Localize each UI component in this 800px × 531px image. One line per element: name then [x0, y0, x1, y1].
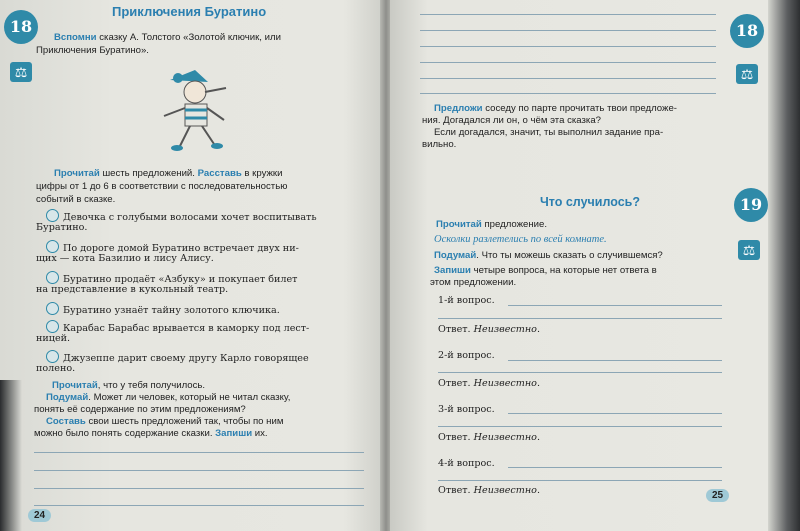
task-line2: цифры от 1 до 6 в соответствии с последовательностью — [36, 181, 288, 192]
answer-1: Ответ. Неизвестно. — [438, 324, 541, 335]
answer-line[interactable] — [508, 360, 722, 361]
answer-line[interactable] — [438, 318, 722, 319]
sentence-3: Буратино продаёт «Азбуку» и покупает билет — [46, 271, 297, 287]
bottom-line1: Прочитай, что у тебя получилось. — [52, 380, 206, 391]
answer-3: Ответ. Неизвестно. — [438, 432, 541, 443]
order-circle[interactable] — [46, 271, 59, 284]
sentence-4: Буратино узнаёт тайну золотого ключика. — [46, 302, 280, 318]
sentence-2: По дороге домой Буратино встречает двух ни- — [46, 240, 299, 256]
sentence-3-cont: на представление в кукольный театр. — [36, 284, 229, 295]
section-title: Что случилось? — [540, 195, 640, 209]
bottom-line4: Составь свои шесть предложений так, чтобы по ним — [46, 416, 284, 427]
question-4-label: 4-й вопрос. — [438, 458, 495, 469]
sentence-6: Джузеппе дарит своему другу Карло говорящее — [46, 350, 309, 366]
bottom-line3: понять её содержание по этим предложениям? — [34, 404, 246, 415]
answer-line[interactable] — [438, 372, 722, 373]
order-circle[interactable] — [46, 240, 59, 253]
write-line[interactable] — [420, 62, 716, 63]
scales-icon: ⚖ — [10, 62, 32, 82]
page-number: 24 — [28, 509, 51, 522]
write-line[interactable] — [420, 78, 716, 79]
offer-line3: Если догадался, значит, ты выполнил задание пра- — [434, 127, 664, 138]
read-line: Прочитай предложение. — [436, 219, 548, 230]
offer-line4: вильно. — [422, 139, 457, 150]
book-edge — [768, 0, 800, 531]
write-line[interactable] — [34, 505, 364, 506]
order-circle[interactable] — [46, 209, 59, 222]
write-task-line2: этом предложении. — [430, 277, 517, 288]
right-page — [390, 0, 770, 531]
order-circle[interactable] — [46, 320, 59, 333]
sentence-2-cont: щих — кота Базилио и лису Алису. — [36, 253, 214, 264]
page-title: Приключения Буратино — [112, 4, 267, 19]
page-number: 25 — [706, 489, 729, 502]
order-circle[interactable] — [46, 302, 59, 315]
answer-line[interactable] — [508, 305, 722, 306]
answer-2: Ответ. Неизвестно. — [438, 378, 541, 389]
lesson-badge: 19 — [734, 188, 768, 222]
scales-icon: ⚖ — [736, 64, 758, 84]
write-line[interactable] — [420, 46, 716, 47]
intro-line1: Вспомни сказку А. Толстого «Золотой ключик, или — [54, 32, 281, 43]
left-page — [0, 0, 382, 531]
answer-line[interactable] — [438, 480, 722, 481]
answer-line[interactable] — [508, 413, 722, 414]
task-line3: событий в сказке. — [36, 194, 116, 205]
question-3-label: 3-й вопрос. — [438, 404, 495, 415]
sentence-6-cont: полено. — [36, 363, 76, 374]
offer-line2: ния. Догадался ли он, о чём эта сказка? — [422, 115, 602, 126]
answer-4: Ответ. Неизвестно. — [438, 485, 541, 496]
buratino-illustration — [150, 62, 230, 152]
lesson-badge: 18 — [4, 10, 38, 44]
intro-line2: Приключения Буратино». — [36, 45, 149, 56]
scales-icon: ⚖ — [738, 240, 760, 260]
answer-line[interactable] — [438, 426, 722, 427]
answer-line[interactable] — [508, 467, 722, 468]
given-sentence: Осколки разлетелись по всей комнате. — [434, 234, 607, 245]
bottom-line2: Подумай. Может ли человек, который не читал сказку, — [46, 392, 291, 403]
sentence-1-cont: Буратино. — [36, 222, 88, 233]
sentence-5-cont: ницей. — [36, 333, 71, 344]
sentence-1: Девочка с голубыми волосами хочет воспитывать — [46, 209, 317, 225]
order-circle[interactable] — [46, 350, 59, 363]
write-task-line1: Запиши четыре вопроса, на которые нет ответа в — [434, 265, 657, 276]
lesson-badge-top: 18 — [730, 14, 764, 48]
task-line1: Прочитай шесть предложений. Расставь в кружки — [54, 168, 283, 179]
question-2-label: 2-й вопрос. — [438, 350, 495, 361]
shadow — [0, 380, 22, 531]
write-line[interactable] — [420, 30, 716, 31]
write-line[interactable] — [34, 470, 364, 471]
bottom-line5: можно было понять содержание сказки. Запиши их. — [34, 428, 268, 439]
write-line[interactable] — [34, 488, 364, 489]
write-line[interactable] — [34, 452, 364, 453]
offer-line1: Предложи соседу по парте прочитать твои предложе- — [434, 103, 677, 114]
sentence-5: Карабас Барабас врывается в каморку под лест- — [46, 320, 309, 336]
write-line[interactable] — [420, 14, 716, 15]
question-1-label: 1-й вопрос. — [438, 295, 495, 306]
think-line: Подумай. Что ты можешь сказать о случившемся? — [434, 250, 663, 261]
write-line[interactable] — [420, 93, 716, 94]
